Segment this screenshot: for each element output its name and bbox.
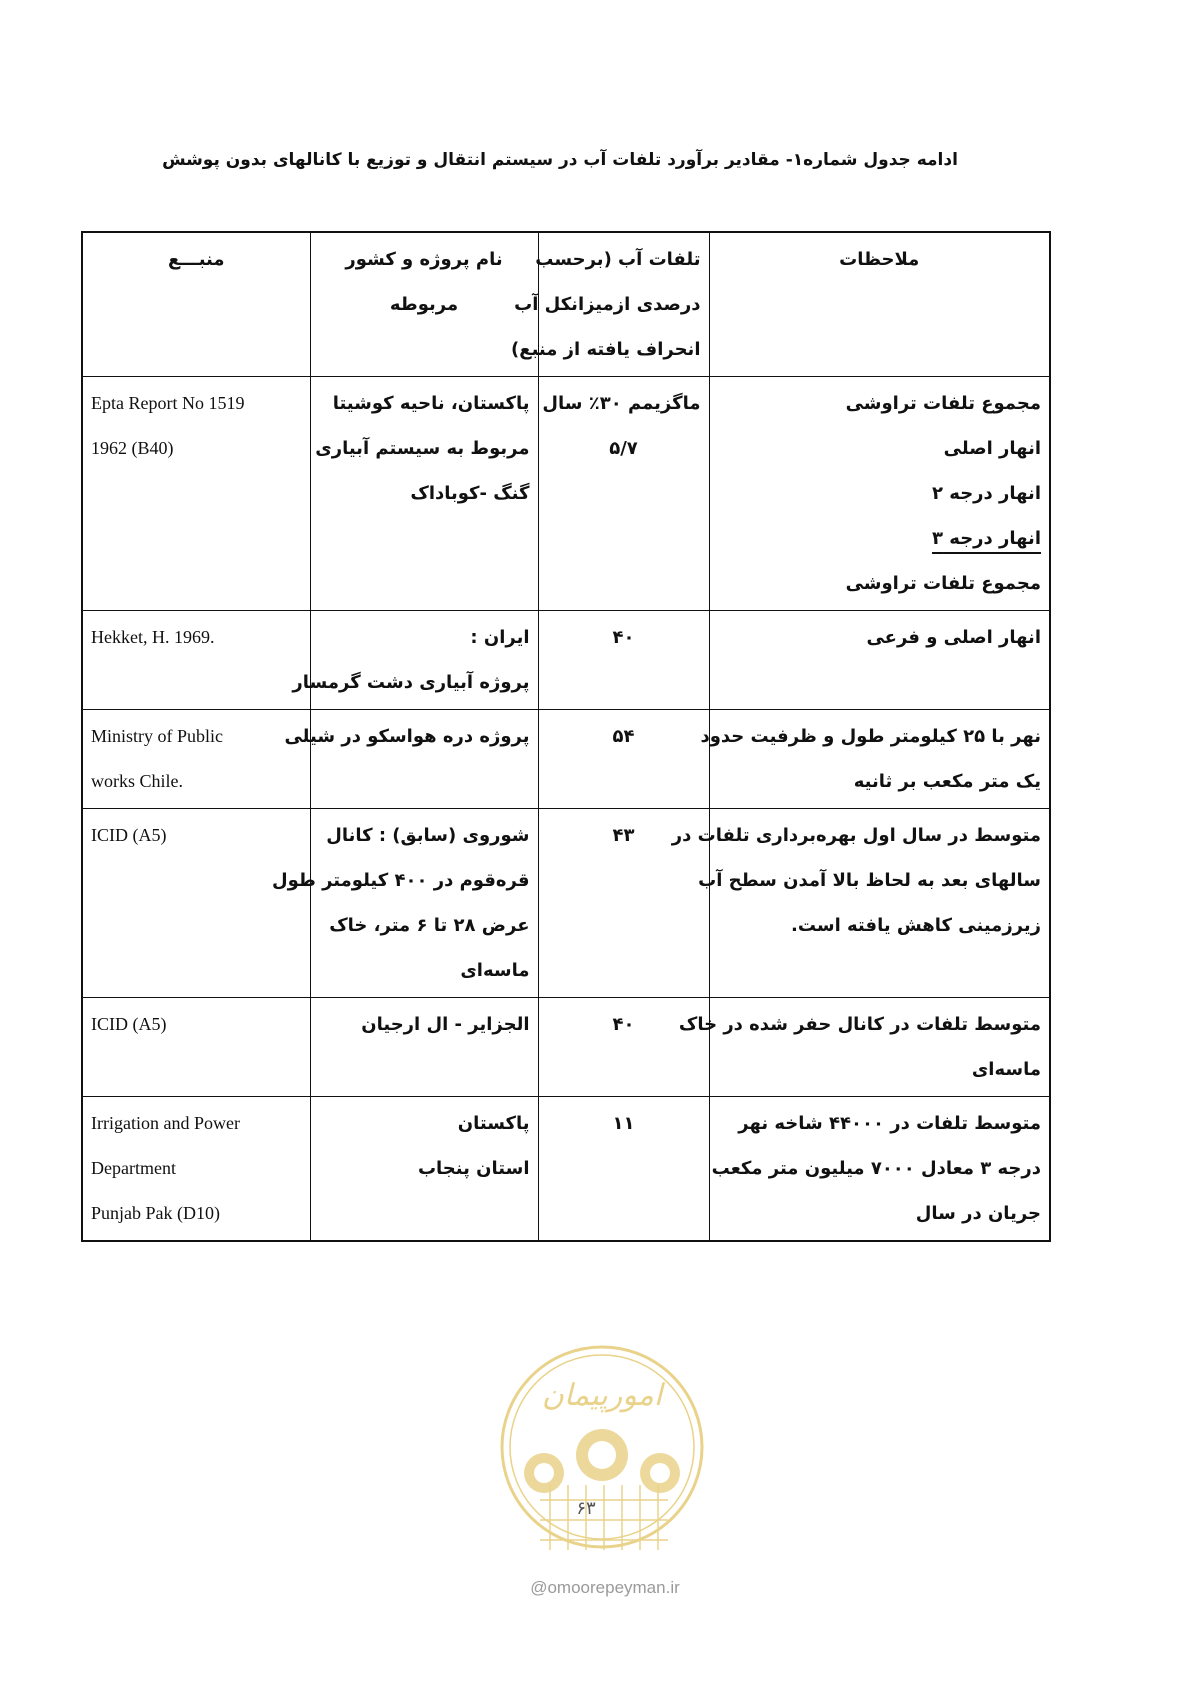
source-cell [82,998,310,1097]
stamp-logo [490,1335,715,1570]
source-line: ICID (A5) [91,825,167,845]
notes-line: زیرزمینی کاهش یافته است. [790,915,1041,936]
loss-line: ۴۰ [612,627,635,648]
notes-line: انهار درجه ۲ [932,483,1041,504]
table-row [82,377,1050,611]
header-source: منبـــع [82,232,310,377]
notes-cell [678,998,1050,1097]
header-notes: ملاحظات [709,232,1050,377]
source-line: Irrigation and Power [91,1113,240,1133]
source-cell [82,710,310,809]
header-row [82,232,1050,377]
source-line: Department [91,1158,176,1178]
project-line: شوروی (سابق) : کانال [326,825,530,846]
site-watermark: @omoorepeyman.ir [530,1578,680,1597]
loss-cell [538,377,709,611]
table-row [82,998,1050,1097]
project-cell [310,377,538,611]
loss-line: ۴۰ [612,1014,635,1035]
source-line: Ministry of Public [91,726,224,746]
loss-line: ۵۴ [612,726,635,747]
project-line: پروژه آبیاری دشت گرمسار [292,672,530,693]
project-line: استان پنجاب [417,1158,530,1179]
notes-line: یک متر مکعب بر ثانیه [853,771,1041,792]
notes-cell [700,710,1050,809]
source-cell [82,611,310,710]
header-project-line: مربوطه [389,294,459,315]
source-cell [82,1097,310,1242]
project-line: پاکستان [457,1113,530,1134]
project-line: پاکستان، ناحیه کوشیتا [332,393,530,414]
notes-line: نهر با ۲۵ کیلومتر طول و ظرفیت حدود [700,726,1041,747]
project-line: عرض ۲۸ تا ۶ متر، خاک [329,915,530,936]
project-cell [271,809,538,998]
source-line: Hekket, H. 1969. [91,627,215,647]
notes-line: متوسط تلفات در کانال حفر شده در خاک [678,1014,1041,1035]
header-loss-line: انحراف یافته از منبع) [511,339,701,360]
loss-cell [538,710,709,809]
notes-line: انهار اصلی و فرعی [866,627,1041,648]
loss-line: ۵/۷ [609,438,638,459]
loss-line: ۴۳ [612,825,635,846]
project-line: ایران : [470,627,530,648]
loss-line: ماگزیمم ۳۰٪ سال [542,393,701,414]
loss-cell [538,611,709,710]
notes-line: متوسط در سال اول بهره‌برداری تلفات در [671,825,1041,846]
table-row [82,1097,1050,1242]
loss-line: ۱۱ [612,1113,635,1134]
project-line: پروژه دره هواسکو در شیلی [284,726,530,747]
stamp-script: امورپیمان [541,1378,663,1413]
source-line: Punjab Pak (D10) [91,1203,220,1223]
source-cell [82,809,310,998]
table-row [82,809,1050,998]
notes-line: درجه ۳ معادل ۷۰۰۰ میلیون متر مکعب [711,1158,1041,1179]
project-line: ماسه‌ای [460,960,530,981]
source-line: Epta Report No 1519 [91,393,245,413]
source-line: works Chile. [91,771,183,791]
notes-cell [709,377,1050,611]
notes-cell [709,1097,1050,1242]
notes-line: انهار اصلی [943,438,1041,459]
project-line: گنگ -کوباداک [410,483,530,504]
table-row [82,611,1050,710]
notes-cell [709,611,1050,710]
notes-line: مجموع تلفات تراوشی [845,573,1041,594]
page-number: ۶۳ [576,1498,596,1519]
project-cell [284,710,538,809]
header-project [310,232,538,377]
notes-line: جریان در سال [915,1203,1041,1224]
notes-cell [671,809,1050,998]
project-cell [310,1097,538,1242]
project-cell [310,998,538,1097]
source-line: ICID (A5) [91,1014,167,1034]
notes-line: ماسه‌ای [971,1059,1041,1080]
source-line: 1962 (B40) [91,438,174,458]
project-line: مربوط به سیستم آبیاری [315,438,530,459]
project-line: قره‌قوم در ۴۰۰ کیلومتر طول [271,870,530,891]
loss-cell [538,1097,709,1242]
project-cell [292,611,538,710]
table-title: ادامه جدول شماره۱- مقادیر برآورد تلفات آب در سیستم انتقال و توزیع با کانالهای بدون پوشش [162,150,958,170]
header-project-line: نام پروژه و کشور [345,249,503,270]
project-line: الجزایر - ال ارجیان [361,1014,530,1035]
notes-line: متوسط تلفات در ۴۴۰۰۰ شاخه نهر [738,1113,1041,1134]
source-cell [82,377,310,611]
header-loss [511,232,709,377]
notes-line: سالهای بعد به لحاظ بالا آمدن سطح آب [698,870,1041,891]
header-loss-line: تلفات آب (برحسب [535,249,701,270]
header-loss-line: درصدی ازمیزانکل آب [514,294,701,315]
notes-line-underlined: انهار درجه ۳ [932,528,1041,549]
loss-table [81,231,1051,1242]
notes-line: مجموع تلفات تراوشی [845,393,1041,414]
table-row [82,710,1050,809]
